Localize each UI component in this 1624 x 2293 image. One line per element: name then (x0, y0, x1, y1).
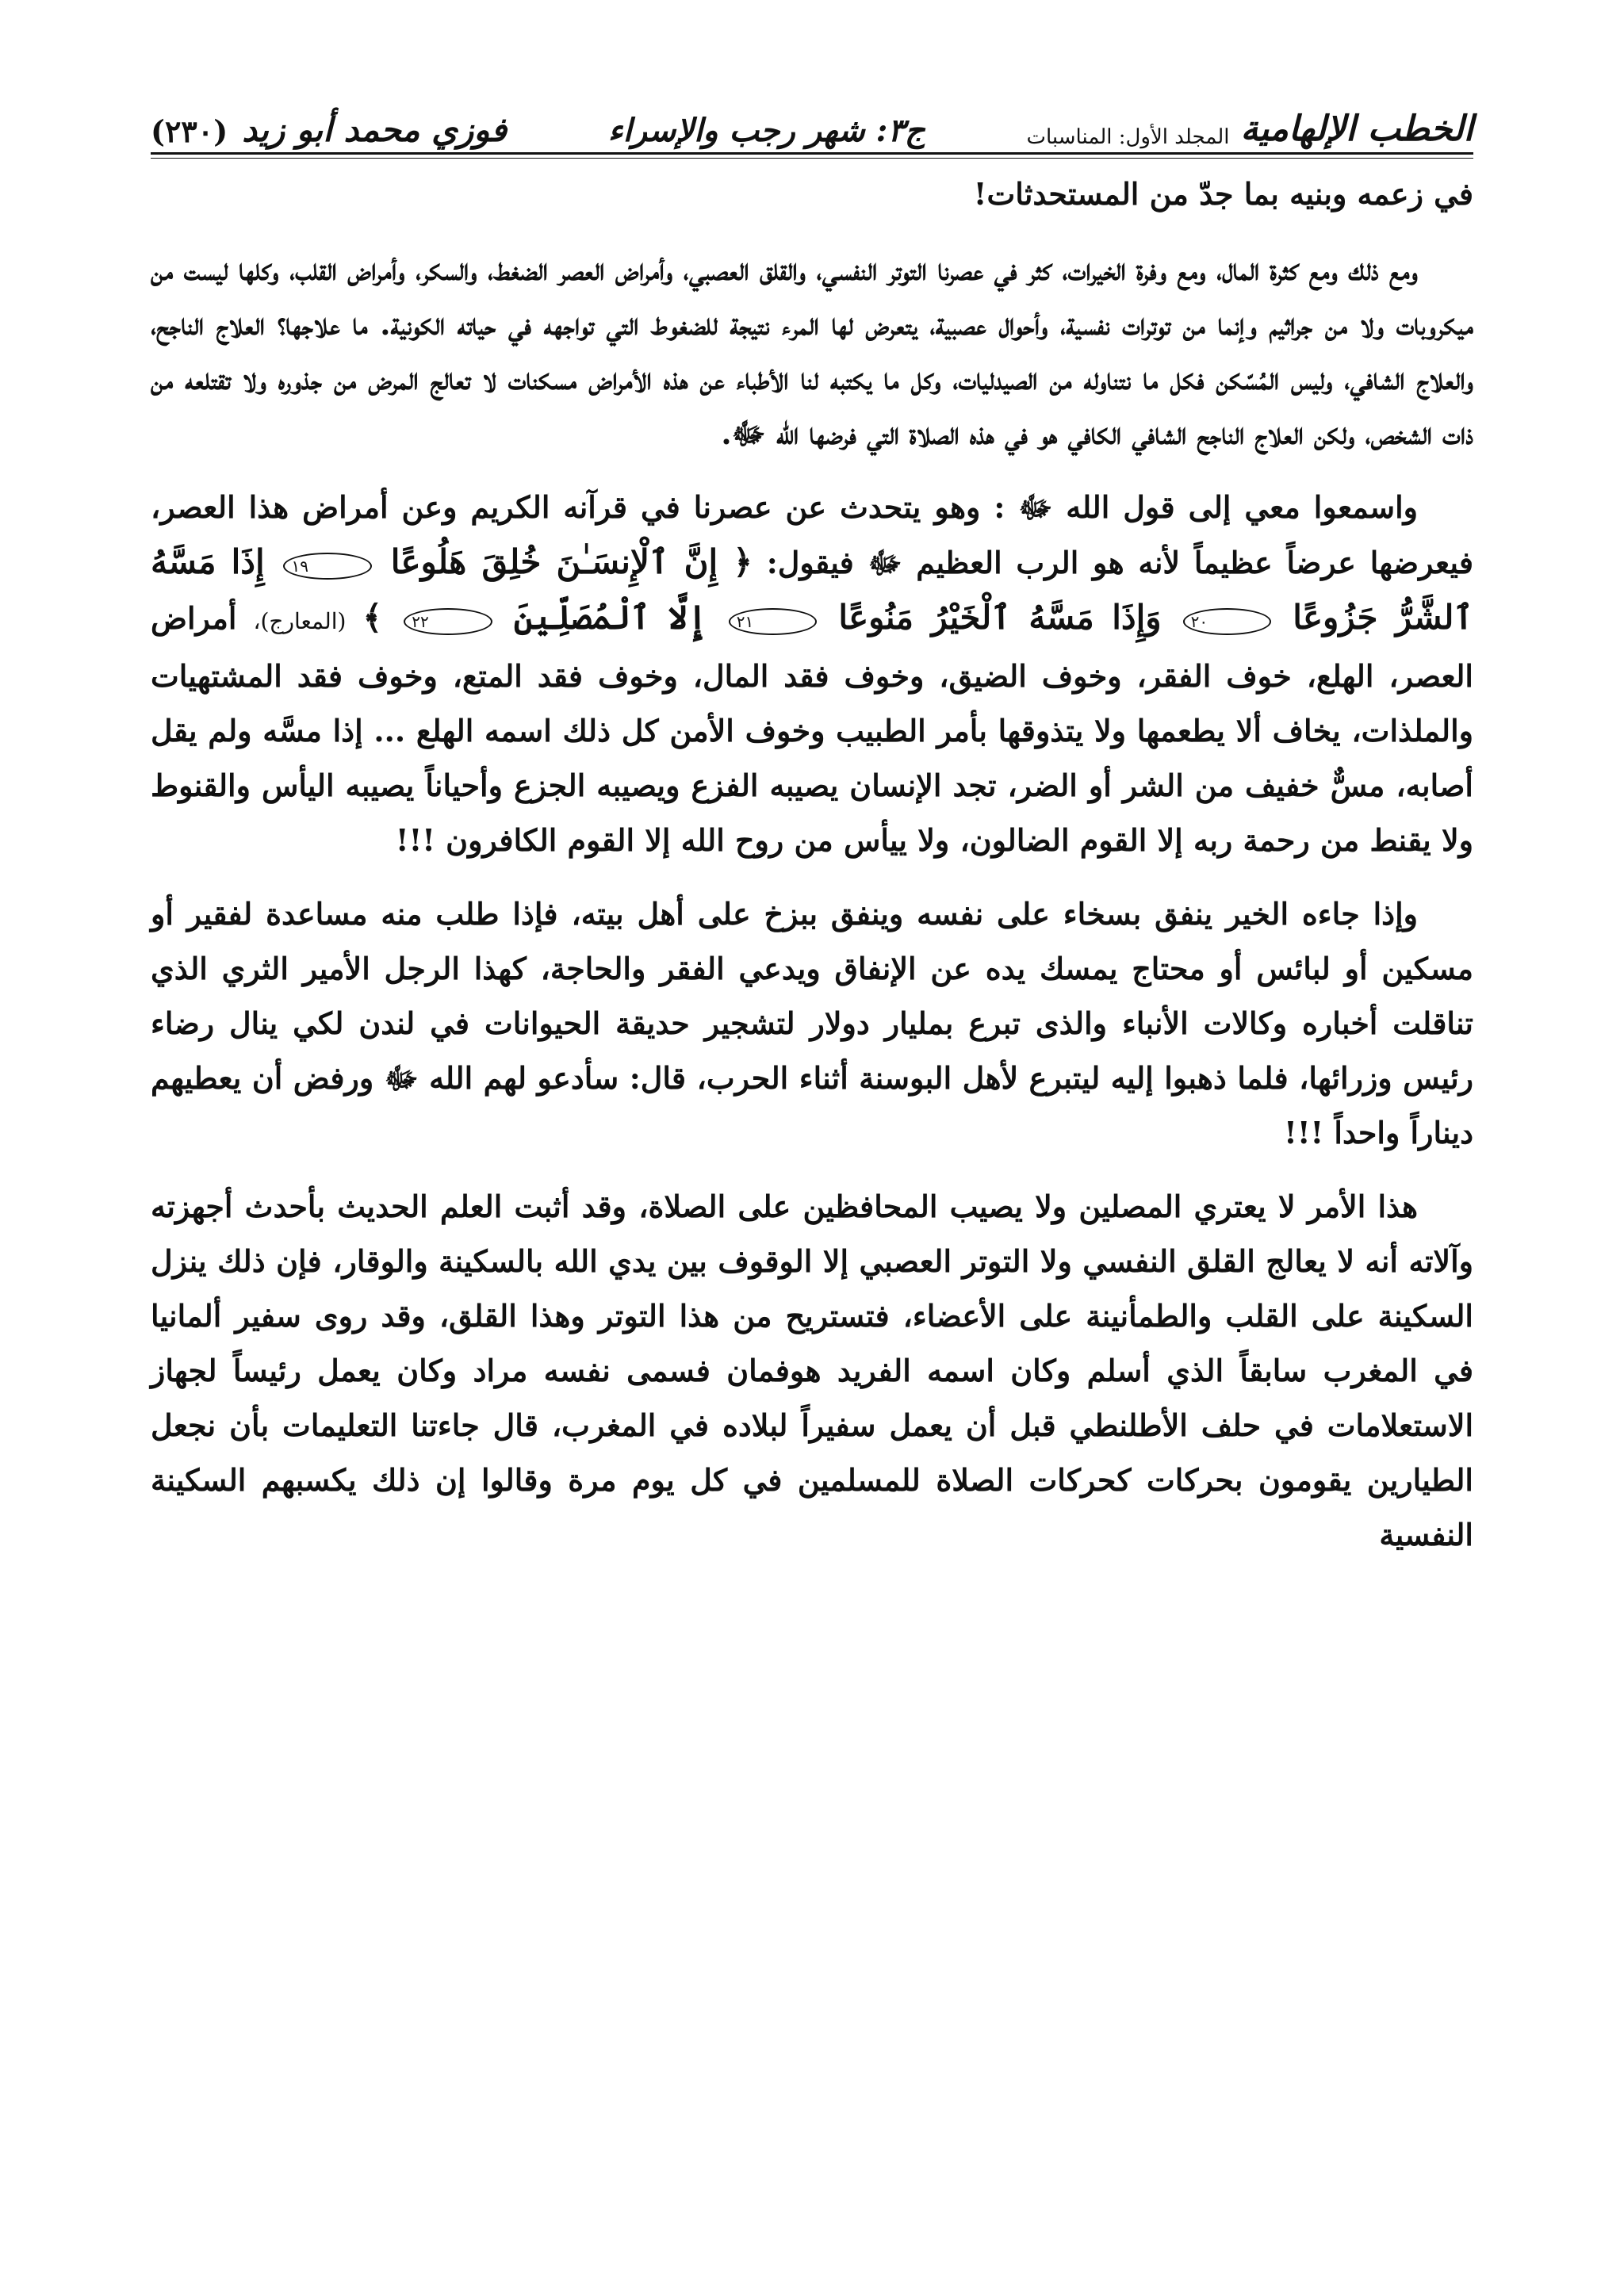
quran-verse-22: إِلَّا ٱلْمُصَلِّينَ (513, 598, 707, 637)
quran-verse-19: ﴿ إِنَّ ٱلْإِنسَـٰنَ خُلِقَ هَلُوعًا (390, 542, 753, 581)
quran-explanation-text: أمراض العصر، الهلع، خوف الفقر، وخوف الضيق، وخوف فقد المال، وخوف فقد المتع، وخوف فقد المشتهيات والملذات، يخاف ألا يطعمها ولا يتذوقها بأمر الطبيب وخوف الأمن كل ذلك اسمه الهلع ... إذا مسَّه ولم يقل أصابه، مسٌّ خفيف من الشر أو الضر، تجد الإنسان يصيبه الفزع ويصيبه الجزع وأحياناً يصيبه اليأس والقنوط ولا يقنط من رحمة ربه إلا القوم الضالون، ولا ييأس من روح الله إلا القوم الكافرون !!! (151, 600, 1473, 858)
part-title: ج٣: شهر رجب والإسراء (607, 112, 925, 149)
header-left-group (151, 110, 507, 149)
page-number: (٢٣٠) (151, 113, 228, 149)
quran-intro-text: واسمعوا معي إلى قول الله ﷻ : وهو يتحدث عن عصرنا في قرآنه الكريم وعن أمراض هذا العصر، فيعرضها عرضاً عظيماً لأنه هو الرب العظيم ﷻ فيقول: (151, 489, 1474, 580)
quran-verse-20: إِذَا مَسَّهُ ٱلشَّرُّ جَزُوعًا (151, 542, 1473, 637)
header-right-group (1027, 109, 1473, 149)
ayah-number-22: ٢٢ (404, 608, 492, 635)
paragraph-prayer-science: هذا الأمر لا يعتري المصلين ولا يصيب المحافظين على الصلاة، وقد أثبت العلم الحديث بأحدث أجهزته وآلاته أنه لا يعالج القلق النفسي ولا التوتر العصبي إلا الوقوف بين يدي الله بالسكينة والوقار، فإن ذلك ينزل السكينة على القلب والطمأنينة على الأعضاء، فتستريح من هذا التوتر وهذا القلق، وقد روى سفير ألمانيا في المغرب سابقاً الذي أسلم وكان اسمه الفريد هوفمان فسمى نفسه مراد وكان يعمل رئيساً لجهاز الاستعلامات في حلف الأطلنطي قبل أن يعمل سفيراً لبلاده في المغرب، قال جاءتنا التعليمات بأن نجعل الطيارين يقومون بحركات كحركات الصلاة للمسلمين في كل يوم مرة وقالوا إن ذلك يكسبهم السكينة النفسية (151, 1189, 1473, 1552)
ayah-number-20: ٢٠ (1183, 608, 1271, 635)
quran-close-bracket: ﴾ (362, 598, 383, 637)
quran-verse-21: وَإِذَا مَسَّهُ ٱلْخَيْرُ مَنُوعًا (838, 598, 1162, 637)
paragraph-stress-remedy: ومع ذلك ومع كثرة المال، ومع وفرة الخيرات، كثر في عصرنا التوتر النفسي، والقلق العصبي، وأمراض العصر الضغط، والسكر، وأمراض القلب، وكلها ليست من ميكروبات ولا من جراثيم وإنما من توترات نفسية، وأحوال عصبية، يتعرض لها المرء نتيجة للضغوط التي تواجهه في حياته الكونية. ما علاجها؟ العلاج الناجح، والعلاج الشافي، وليس المُسّكن فكل ما نتناوله من الصيدليات، وكل ما يكتبه لنا الأطباء عن هذه الأمراض مسكنات لا تعالج المرض من جذوره ولا تقتلعه من ذات الشخص، ولكن العلاج الناجح الشافي الكافي هو في هذه الصلاة التي فرضها الله ﷻ. (151, 251, 1473, 451)
page-body (151, 167, 1473, 1581)
header-rule-thin (151, 158, 1473, 159)
surah-reference: (المعارج)، (253, 608, 347, 634)
header-rule-thick (151, 152, 1473, 155)
book-title: الخطب الإلهامية (1240, 109, 1473, 149)
author-name: فوزي محمد أبو زيد (242, 110, 508, 149)
page-header (151, 94, 1473, 149)
ayah-number-21: ٢١ (729, 608, 817, 635)
ayah-number-19: ١٩ (283, 553, 371, 580)
paragraph-continuation: في زعمه وبنيه بما جدّ من المستحدثات! (973, 176, 1473, 212)
volume-label: المجلد الأول: المناسبات (1026, 125, 1230, 149)
paragraph-quran-citation (151, 480, 1473, 867)
paragraph-rich-prince: وإذا جاءه الخير ينفق بسخاء على نفسه وينفق ببزخ على أهل بيته، فإذا طلب منه مساعدة لفقير أو مسكين أو لبائس أو محتاج يمسك يده عن الإنفاق ويدعي الفقر والحاجة، كهذا الرجل الأمير الثري الذي تناقلت أخباره وكالات الأنباء والذى تبرع بمليار دولار لتشجير حديقة الحيوانات في لندن لكي ينال رضاء رئيس وزرائها، فلما ذهبوا إليه ليتبرع لأهل البوسنة أثناء الحرب، قال: سأدعو لهم الله ﷻ ورفض أن يعطيهم ديناراً واحداً !!! (151, 896, 1473, 1150)
